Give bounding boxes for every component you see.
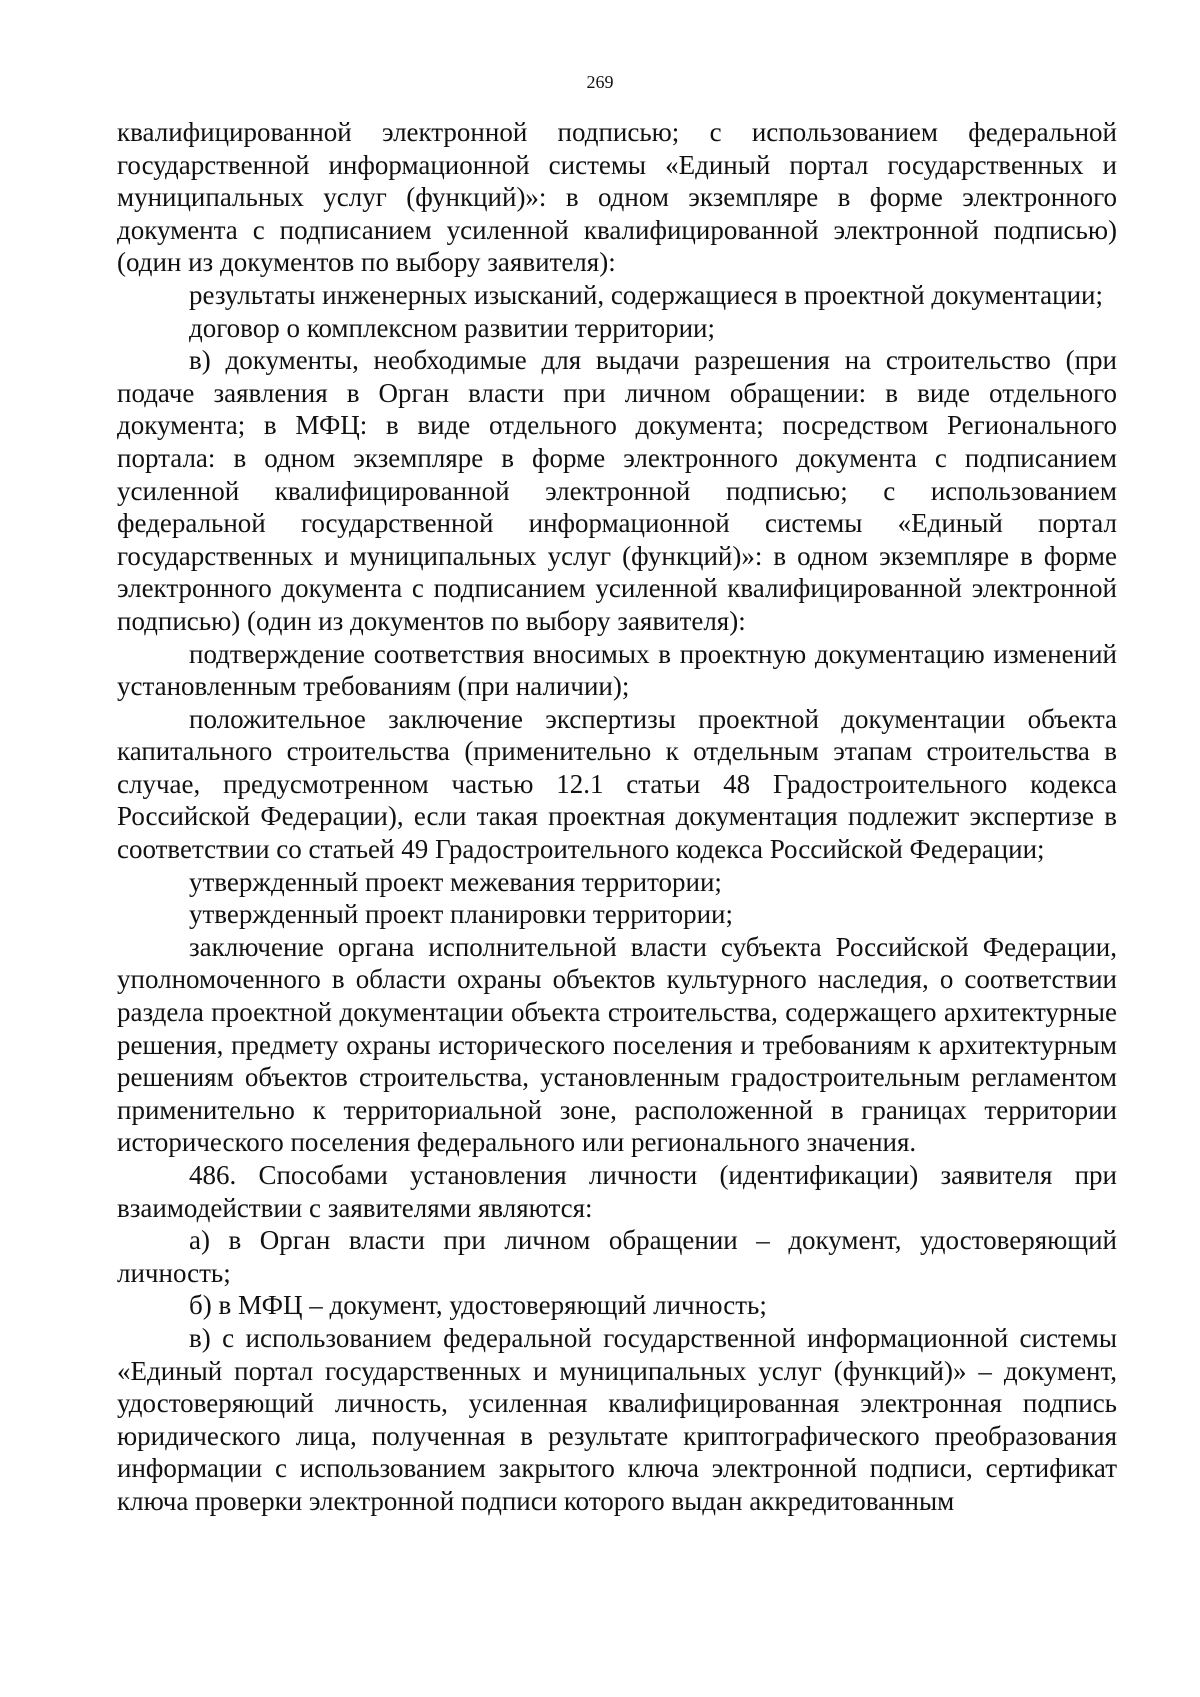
paragraph-13: в) с использованием федеральной государственной информационной системы «Единый портал государственных и муниципальных услуг (функций)» – документ, удостоверяющий личность, усиленная квалифицированная электронная подпись юридического лица, полученная в результате криптографического преобразования информации с использованием закрытого ключа электронной подписи, сертификат ключа проверки электронной подписи которого выдан аккредитованным — [117, 1322, 1117, 1516]
page-body — [117, 116, 1117, 1518]
paragraph-8: утвержденный проект планировки территории; — [189, 899, 734, 930]
paragraph-6: положительное заключение экспертизы проектной документации объекта капитального строительства (применительно к отдельным этапам строительства в случае, предусмотренном частью 12.1 статьи 48 Градостроительного кодекса Российской Федерации), если такая проектная документация подлежит экспертизе в соответствии со статьей 49 Градостроительного кодекса Российской Федерации; — [117, 703, 1117, 865]
paragraph-4: в) документы, необходимые для выдачи разрешения на строительство (при подаче заявления в Орган власти при личном обращении: в виде отдельного документа; в МФЦ: в виде отдельного документа; посредством Регионального портала: в одном экземпляре в форме электронного документа с подписанием усиленной квалифицированной электронной подписью; с использованием федеральной государственной информационной системы «Единый портал государственных и муниципальных услуг (функций)»: в одном экземпляре в форме электронного документа с подписанием усиленной квалифицированной электронной подписью) (один из документов по выбору заявителя): — [117, 345, 1117, 636]
paragraph-3: договор о комплексном развитии территории; — [189, 312, 715, 343]
paragraph-7: утвержденный проект межевания территории; — [189, 866, 722, 897]
paragraph-10: 486. Способами установления личности (идентификации) заявителя при взаимодействии с заявителями являются: — [117, 1160, 1117, 1223]
paragraph-5: подтверждение соответствия вносимых в проектную документацию изменений установленным требованиям (при наличии); — [117, 638, 1117, 702]
paragraph-12: б) в МФЦ – документ, удостоверяющий личность; — [189, 1290, 767, 1321]
paragraph-9: заключение органа исполнительной власти субъекта Российской Федерации, уполномоченного в области охраны объектов культурного наследия, о соответствии раздела проектной документации объекта строительства, содержащего архитектурные решения, предмету охраны исторического поселения и требованиям к архитектурным решениям объектов строительства, установленным градостроительным регламентом применительно к территориальной зоне, расположенной в границах территории исторического поселения федерального или регионального значения. — [117, 931, 1117, 1158]
paragraph-11: а) в Орган власти при личном обращении – документ, удостоверяющий личность; — [117, 1225, 1117, 1288]
paragraph-2: результаты инженерных изысканий, содержащиеся в проектной документации; — [189, 279, 1104, 310]
page-number: 269 — [586, 72, 614, 92]
paragraph-1: квалифицированной электронной подписью; с использованием федеральной государственной информационной системы «Единый портал государственных и муниципальных услуг (функций)»: в одном экземпляре в форме электронного документа с подписанием усиленной квалифицированной электронной подписью) (один из документов по выбору заявителя): — [117, 117, 1117, 278]
